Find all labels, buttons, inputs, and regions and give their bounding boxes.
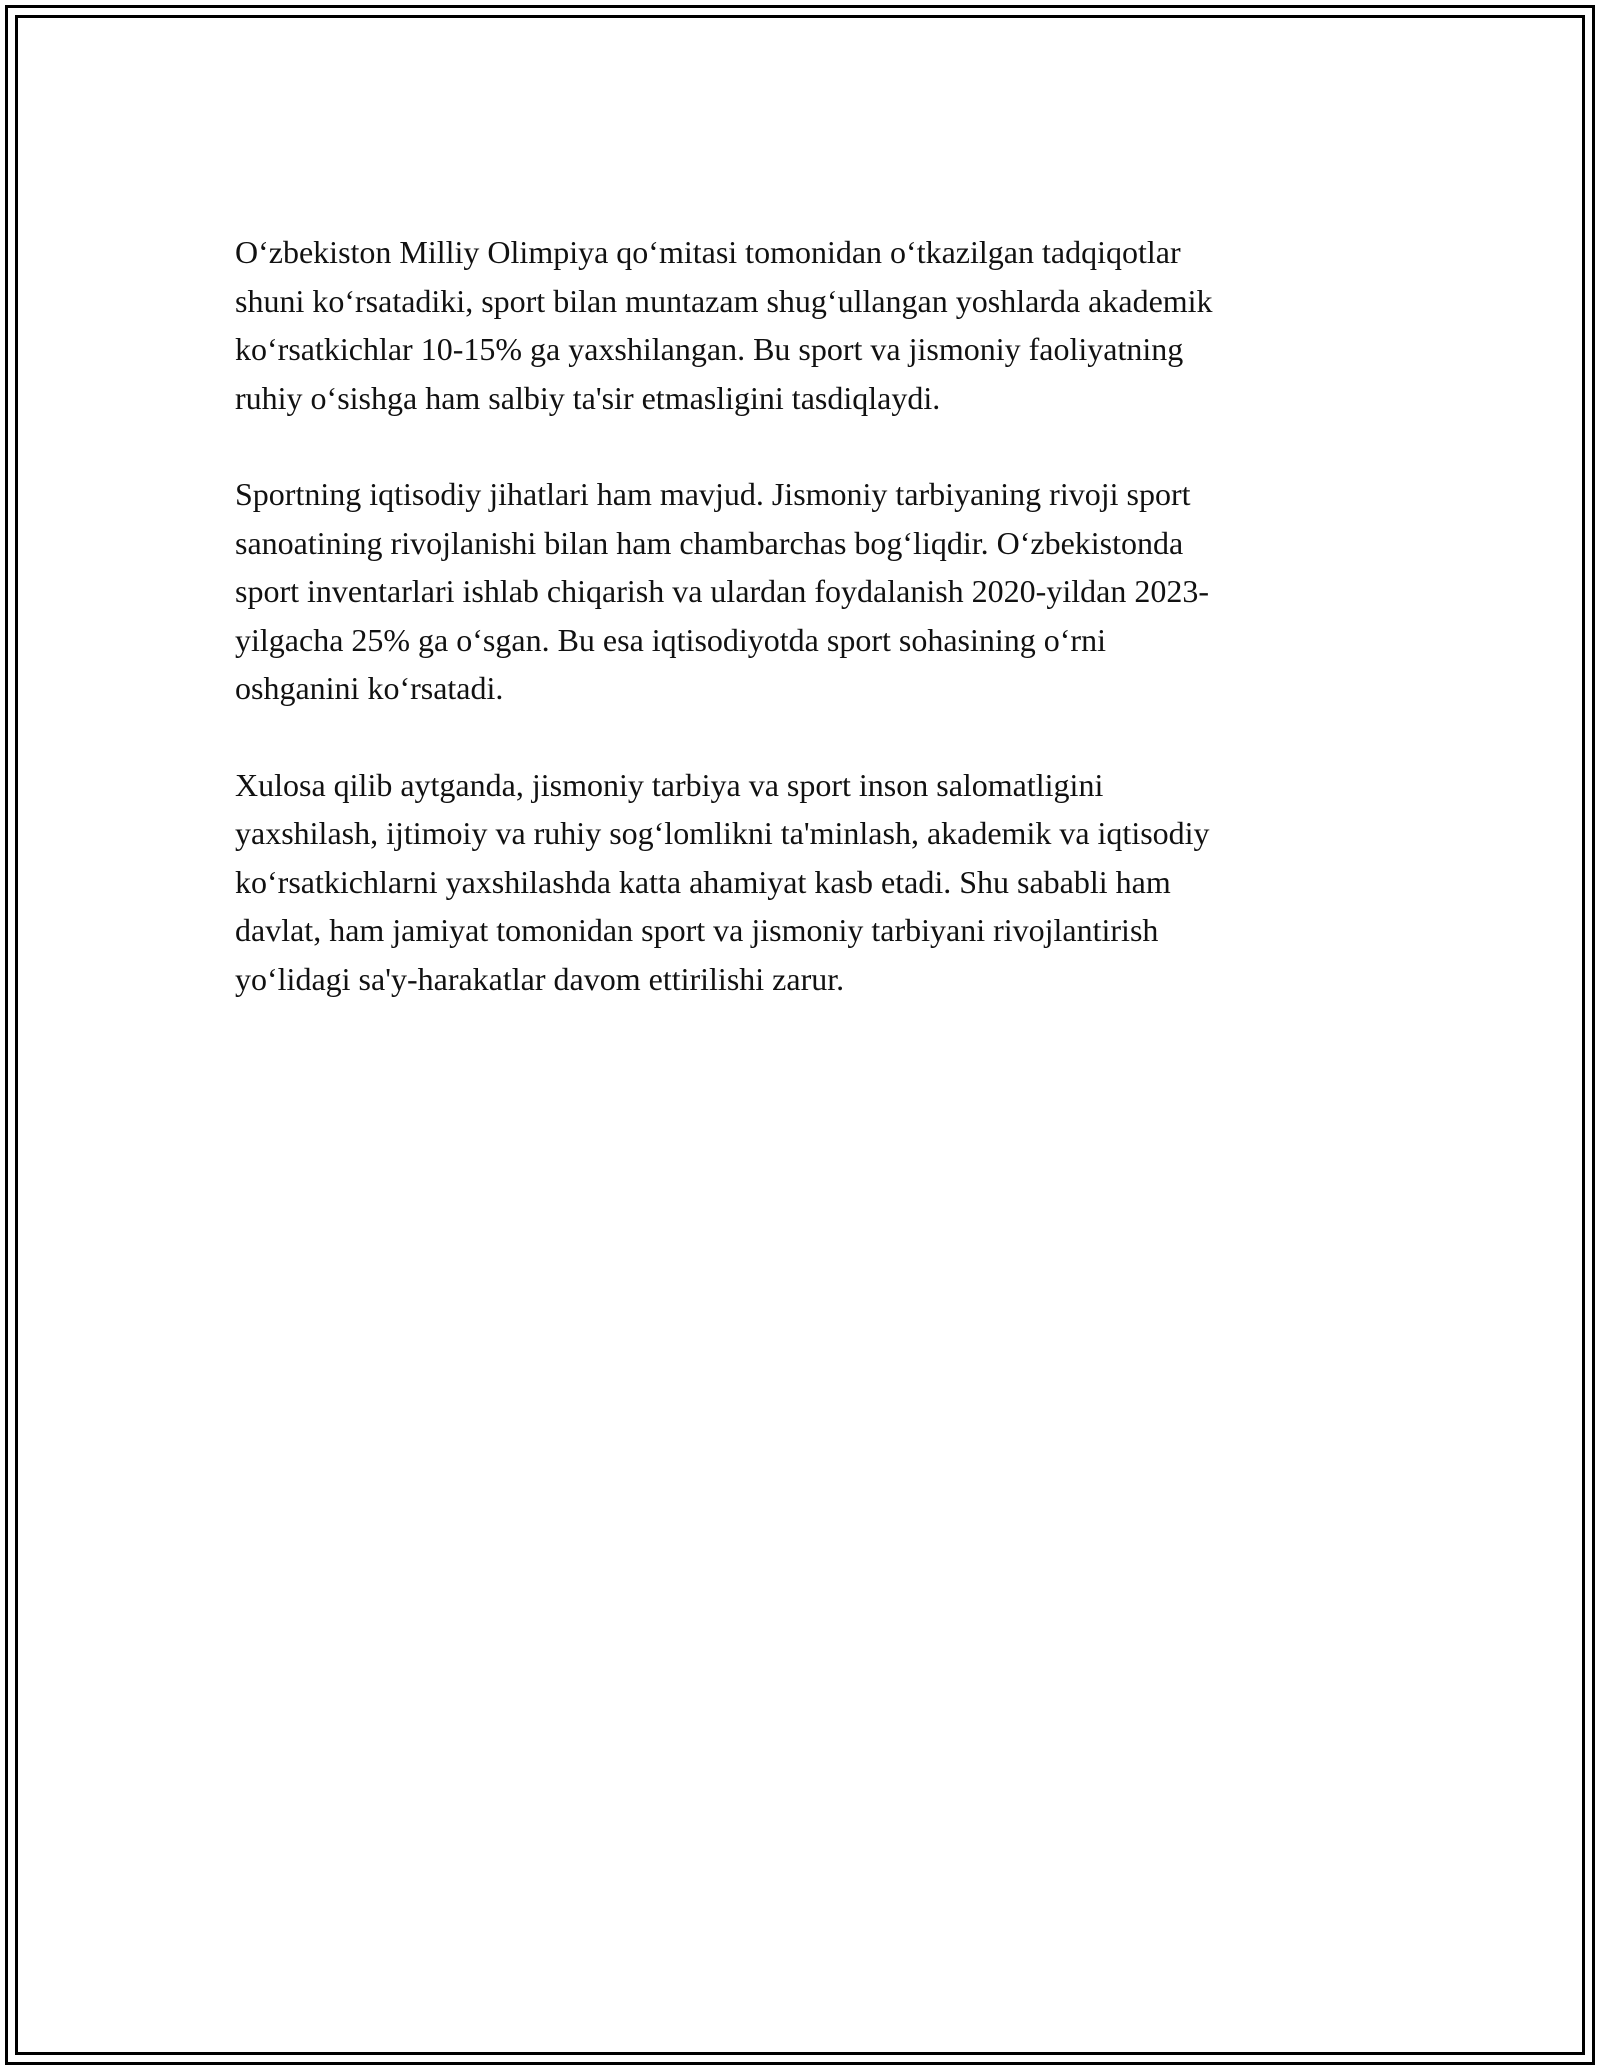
text-line: ruhiy o‘sishga ham salbiy ta'sir etmasligini tasdiqlaydi. bbox=[235, 379, 941, 416]
text-line: Sportning iqtisodiy jihatlari ham mavjud. Jismoniy tarbiyaning rivoji sport bbox=[235, 476, 1191, 512]
text-line: oshganini ko‘rsatadi. bbox=[235, 670, 504, 706]
paragraph-economic-aspects bbox=[235, 470, 1375, 713]
text-line: yaxshilash, ijtimoiy va ruhiy sog‘lomlikni ta'minlash, akademik va iqtisodiy bbox=[235, 815, 1210, 851]
text-line: shuni ko‘rsatadiki, sport bilan muntazam shug‘ullangan yoshlarda akademik bbox=[235, 282, 1213, 319]
text-line: ko‘rsatkichlarni yaxshilashda katta ahamiyat kasb etadi. Shu sababli ham bbox=[235, 863, 1171, 900]
text-line: sport inventarlari ishlab chiqarish va ulardan foydalanish 2020-yildan 2023- bbox=[235, 573, 1209, 609]
text-line: sanoatining rivojlanishi bilan ham chambarchas bog‘liqdir. O‘zbekistonda bbox=[235, 524, 1184, 561]
document-body bbox=[235, 228, 1375, 1051]
text-line: davlat, ham jamiyat tomonidan sport va jismoniy tarbiyani rivojlantirish bbox=[235, 912, 1159, 948]
paragraph-conclusion bbox=[235, 761, 1375, 1004]
text-line: ko‘rsatkichlar 10-15% ga yaxshilangan. Bu sport va jismoniy faoliyatning bbox=[235, 331, 1184, 367]
text-line: O‘zbekiston Milliy Olimpiya qo‘mitasi tomonidan o‘tkazilgan tadqiqotlar bbox=[235, 234, 1181, 270]
paragraph-olympic-research bbox=[235, 228, 1375, 422]
text-line: yilgacha 25% ga o‘sgan. Bu esa iqtisodiyotda sport sohasining o‘rni bbox=[235, 621, 1106, 658]
text-line: Xulosa qilib aytganda, jismoniy tarbiya va sport inson salomatligini bbox=[235, 766, 1104, 803]
text-line: yo‘lidagi sa'y-harakatlar davom ettirilishi zarur. bbox=[235, 960, 845, 997]
